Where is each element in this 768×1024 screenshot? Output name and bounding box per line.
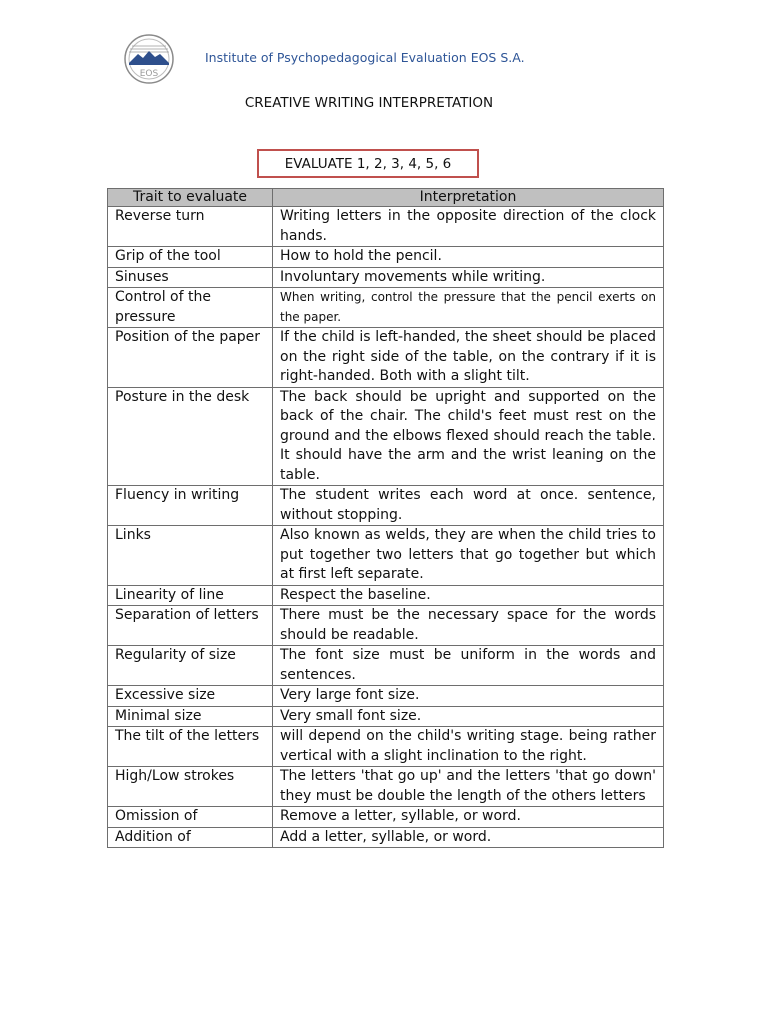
interpretation-cell: Add a letter, syllable, or word. (273, 827, 664, 848)
table-header-row (108, 189, 664, 207)
trait-cell: Addition of (108, 827, 273, 848)
table-row (108, 706, 664, 727)
interpretation-cell: The back should be upright and supported on the back of the chair. The child's feet must rest on the ground and the elbows flexed should reach the table. It should have the arm and the wrist leaning on the table. (273, 387, 664, 486)
interpretation-cell: will depend on the child's writing stage. being rather vertical with a slight inclination to the right. (273, 727, 664, 767)
table-row (108, 267, 664, 288)
trait-cell: Minimal size (108, 706, 273, 727)
trait-cell: Posture in the desk (108, 387, 273, 486)
trait-cell: The tilt of the letters (108, 727, 273, 767)
table-row (108, 387, 664, 486)
trait-cell: Position of the paper (108, 328, 273, 388)
interpretation-cell: There must be the necessary space for the words should be readable. (273, 606, 664, 646)
table-row (108, 526, 664, 586)
trait-cell: Links (108, 526, 273, 586)
interpretation-cell: Remove a letter, syllable, or word. (273, 807, 664, 828)
table-row (108, 827, 664, 848)
table-row (108, 328, 664, 388)
evaluate-label: EVALUATE 1, 2, 3, 4, 5, 6 (284, 155, 452, 172)
trait-cell: Sinuses (108, 267, 273, 288)
interpretation-cell: Very large font size. (273, 686, 664, 707)
interpretation-cell: Respect the baseline. (273, 585, 664, 606)
trait-cell: Linearity of line (108, 585, 273, 606)
trait-cell: Excessive size (108, 686, 273, 707)
header-trait: Trait to evaluate (108, 189, 273, 207)
svg-text:EOS: EOS (139, 69, 159, 79)
interpretation-cell: How to hold the pencil. (273, 247, 664, 268)
header-interpretation: Interpretation (273, 189, 664, 207)
table-row (108, 807, 664, 828)
document-title: CREATIVE WRITING INTERPRETATION (244, 95, 494, 111)
trait-cell: High/Low strokes (108, 767, 273, 807)
table-row (108, 288, 664, 328)
interpretation-cell: When writing, control the pressure that the pencil exerts on the paper. (273, 288, 664, 328)
trait-cell: Control of the pressure (108, 288, 273, 328)
trait-cell: Reverse turn (108, 207, 273, 247)
table-row (108, 686, 664, 707)
table-row (108, 767, 664, 807)
interpretation-cell: Also known as welds, they are when the child tries to put together two letters that go together but which at first left separate. (273, 526, 664, 586)
table-row (108, 486, 664, 526)
trait-cell: Regularity of size (108, 646, 273, 686)
table-row (108, 585, 664, 606)
table-row (108, 207, 664, 247)
table-row (108, 606, 664, 646)
evaluate-box (257, 149, 479, 178)
interpretation-cell: Involuntary movements while writing. (273, 267, 664, 288)
traits-table (107, 188, 664, 848)
table-row (108, 247, 664, 268)
interpretation-cell: Writing letters in the opposite direction of the clock hands. (273, 207, 664, 247)
institute-logo (124, 34, 174, 84)
interpretation-cell: The font size must be uniform in the words and sentences. (273, 646, 664, 686)
trait-cell: Grip of the tool (108, 247, 273, 268)
interpretation-cell: The letters 'that go up' and the letters 'that go down' they must be double the length of the others letters (273, 767, 664, 807)
trait-cell: Fluency in writing (108, 486, 273, 526)
interpretation-cell: Very small font size. (273, 706, 664, 727)
interpretation-cell: If the child is left-handed, the sheet should be placed on the right side of the table, on the contrary if it is right-handed. Both with a slight tilt. (273, 328, 664, 388)
trait-cell: Separation of letters (108, 606, 273, 646)
institute-name: Institute of Psychopedagogical Evaluation EOS S.A. (205, 50, 525, 65)
interpretation-cell: The student writes each word at once. sentence, without stopping. (273, 486, 664, 526)
trait-cell: Omission of (108, 807, 273, 828)
table-row (108, 727, 664, 767)
table-row (108, 646, 664, 686)
